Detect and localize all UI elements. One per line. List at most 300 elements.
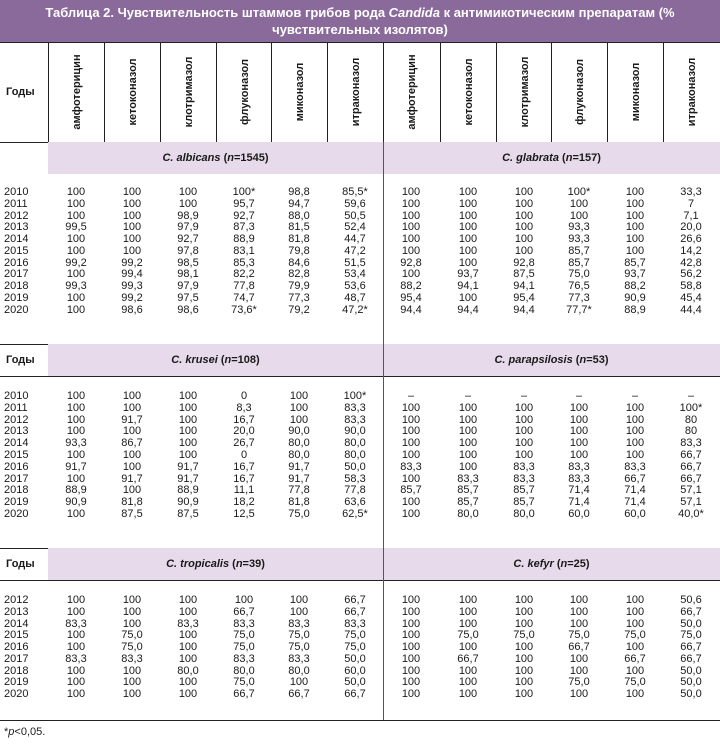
value-cell: 50,0	[680, 688, 702, 700]
value-cell: 83,3	[680, 437, 702, 450]
value-cell: 100	[289, 594, 309, 606]
value-cell: 86,7	[121, 437, 143, 450]
value-cell: 50,0	[344, 460, 366, 473]
value-cell: 75,0	[121, 641, 143, 653]
year-cell: 2013	[4, 425, 29, 438]
species-label-left: C. tropicalis (n=39)	[166, 558, 265, 570]
year-cell: 2010	[4, 390, 29, 402]
value-cell: 100	[401, 268, 421, 281]
value-cell: 80,0	[513, 508, 535, 520]
value-cell: 100	[625, 401, 645, 414]
year-cell: 2012	[4, 594, 29, 606]
value-cell: 16,7	[233, 472, 255, 485]
value-cell: 85,7	[457, 496, 479, 509]
value-cell: 100	[458, 460, 478, 473]
value-cell: 71,4	[624, 496, 646, 509]
value-cell: 83,3	[344, 413, 366, 426]
value-cell: 51,5	[344, 256, 366, 269]
value-cell: 100	[122, 401, 142, 414]
value-cell: 75,0	[121, 629, 143, 642]
value-cell: 82,8	[288, 268, 310, 281]
value-cell: 20,0	[233, 425, 255, 438]
value-cell: 100	[66, 605, 86, 618]
value-cell: 100	[625, 221, 645, 234]
value-cell: 100	[458, 437, 478, 450]
value-cell: 100	[401, 221, 421, 234]
value-cell: 100	[178, 594, 198, 606]
value-cell: 100	[66, 641, 86, 653]
value-cell: 100	[514, 652, 534, 665]
years-header: Годы	[6, 86, 35, 98]
value-cell: 100	[401, 617, 421, 630]
value-cell: 66,7	[680, 472, 702, 485]
value-cell: 97,5	[177, 291, 199, 304]
drug-label: итраконазол	[350, 57, 362, 127]
value-cell: 47,2*	[342, 303, 368, 316]
year-cell: 2015	[4, 244, 29, 257]
year-cell: 2020	[4, 303, 29, 316]
value-cell: –	[631, 390, 639, 402]
value-cell: 100	[514, 221, 534, 234]
value-cell: 93,3	[568, 233, 590, 245]
value-cell: 100	[122, 594, 142, 606]
value-cell: 90,0	[288, 425, 310, 438]
value-cell: 100	[458, 186, 478, 198]
value-cell: 66,7	[344, 605, 366, 618]
value-cell: 100	[625, 209, 645, 222]
value-cell: 100	[178, 605, 198, 618]
value-cell: 50,6	[680, 594, 702, 606]
value-cell: 80,0	[288, 449, 310, 461]
species-label-right: C. glabrata (n=157)	[502, 152, 601, 164]
value-cell: 45,4	[680, 291, 702, 304]
value-cell: 100	[458, 413, 478, 426]
year-cell: 2011	[4, 197, 28, 210]
value-cell: 82,2	[233, 268, 255, 281]
value-cell: 100	[66, 425, 86, 438]
drug-label: амфотерицин	[71, 54, 83, 130]
value-cell: –	[464, 390, 472, 402]
value-cell: 100	[514, 688, 534, 700]
value-cell: 91,7	[121, 413, 143, 426]
value-cell: 93,7	[457, 268, 479, 281]
value-cell: 100	[458, 617, 478, 630]
year-cell: 2012	[4, 413, 29, 426]
value-cell: 88,0	[288, 209, 310, 222]
value-cell: 58,8	[680, 280, 702, 292]
value-cell: 100	[625, 594, 645, 606]
value-cell: 100*	[343, 390, 367, 402]
value-cell: 94,4	[457, 303, 479, 316]
value-cell: 95,4	[513, 291, 535, 304]
value-cell: 98,8	[288, 186, 310, 198]
value-cell: 94,1	[457, 280, 479, 292]
value-cell: 0	[240, 390, 248, 402]
drug-label: амфотерицин	[406, 54, 418, 130]
value-cell: 100	[458, 641, 478, 653]
value-cell: 75,0	[233, 641, 255, 653]
value-cell: 50,0	[344, 652, 366, 665]
value-cell: 66,7	[457, 652, 479, 665]
value-cell: 100	[569, 425, 589, 438]
value-cell: 85,3	[233, 256, 255, 269]
value-cell: 100	[458, 244, 478, 257]
value-cell: 77,3	[288, 291, 310, 304]
value-cell: 100	[401, 472, 421, 485]
value-cell: 100	[514, 664, 534, 677]
value-cell: 100	[178, 390, 198, 402]
value-cell: 100	[178, 186, 198, 198]
value-cell: 83,3	[65, 652, 87, 665]
value-cell: 100	[625, 437, 645, 450]
value-cell: 44,4	[680, 303, 702, 316]
drug-column-header	[607, 42, 664, 142]
value-cell: 97,9	[177, 221, 199, 234]
value-cell: 100	[122, 390, 142, 402]
value-cell: 100	[514, 401, 534, 414]
value-cell: 100	[66, 472, 86, 485]
value-cell: 20,0	[680, 221, 702, 234]
value-cell: 100	[122, 233, 142, 245]
value-cell: 60,0	[344, 664, 366, 677]
drug-label: клотримазол	[519, 56, 531, 128]
drug-column-header	[104, 42, 161, 142]
value-cell: 98,1	[177, 268, 199, 281]
year-cell: 2011	[4, 401, 28, 414]
value-cell: 100	[122, 676, 142, 689]
drug-label: итраконазол	[686, 57, 698, 127]
value-cell: 71,4	[624, 484, 646, 497]
value-cell: 80	[684, 413, 698, 426]
value-cell: 100	[514, 233, 534, 245]
value-cell: 100	[569, 401, 589, 414]
species-label-right: C. parapsilosis (n=53)	[494, 354, 609, 366]
value-cell: 83,3	[288, 652, 310, 665]
value-cell: 100	[66, 209, 86, 222]
year-cell: 2016	[4, 256, 29, 269]
value-cell: 100	[401, 605, 421, 618]
value-cell: 60,0	[568, 508, 590, 520]
value-cell: 87,5	[121, 508, 143, 520]
value-cell: 100	[122, 484, 142, 497]
value-cell: 100	[122, 617, 142, 630]
value-cell: 81,8	[288, 496, 310, 509]
year-cell: 2019	[4, 496, 29, 509]
value-cell: 66,7	[680, 605, 702, 618]
value-cell: 83,3	[121, 652, 143, 665]
value-cell: 83,3	[233, 652, 255, 665]
value-cell: 100	[514, 244, 534, 257]
value-cell: 100	[401, 652, 421, 665]
value-cell: 100	[178, 425, 198, 438]
value-cell: 85,7	[513, 496, 535, 509]
value-cell: 52,4	[344, 221, 366, 234]
value-cell: 83,3	[233, 617, 255, 630]
value-cell: 91,7	[177, 472, 199, 485]
value-cell: 100	[569, 197, 589, 210]
value-cell: 100	[401, 437, 421, 450]
value-cell: 80,0	[288, 664, 310, 677]
footnote: *p<0,05.	[4, 726, 46, 738]
year-cell: 2019	[4, 291, 29, 304]
value-cell: 97,9	[177, 280, 199, 292]
value-cell: 97,8	[177, 244, 199, 257]
species-band	[48, 142, 720, 174]
value-cell: 100	[289, 676, 309, 689]
value-cell: 26,6	[680, 233, 702, 245]
value-cell: 100	[66, 676, 86, 689]
value-cell: 66,7	[624, 652, 646, 665]
value-cell: 100	[401, 413, 421, 426]
value-cell: 83,3	[624, 460, 646, 473]
value-cell: 100	[178, 641, 198, 653]
value-cell: 80,0	[344, 449, 366, 461]
value-cell: 100	[458, 449, 478, 461]
drug-label: флуконазол	[574, 59, 586, 125]
value-cell: 100	[66, 197, 86, 210]
value-cell: 100	[569, 688, 589, 700]
value-cell: 100	[625, 641, 645, 653]
value-cell: 83,3	[457, 472, 479, 485]
year-cell: 2010	[4, 186, 29, 198]
value-cell: 100	[122, 688, 142, 700]
value-cell: 16,7	[233, 413, 255, 426]
value-cell: 100	[234, 594, 254, 606]
value-cell: 83,3	[400, 460, 422, 473]
value-cell: 100	[122, 449, 142, 461]
value-cell: 100	[401, 197, 421, 210]
value-cell: 100	[458, 233, 478, 245]
value-cell: 83,3	[65, 617, 87, 630]
value-cell: 80,0	[288, 437, 310, 450]
value-cell: 100	[66, 291, 86, 304]
value-cell: 100	[122, 197, 142, 210]
value-cell: 77,7*	[566, 303, 592, 316]
value-cell: 73,6*	[231, 303, 257, 316]
value-cell: 75,0	[457, 629, 479, 642]
year-cell: 2012	[4, 209, 29, 222]
value-cell: 33,3	[680, 186, 702, 198]
drug-label: кетоконазол	[463, 58, 475, 126]
value-cell: 75,0	[233, 676, 255, 689]
value-cell: 81,8	[121, 496, 143, 509]
value-cell: 100	[401, 641, 421, 653]
value-cell: 83,3	[568, 460, 590, 473]
value-cell: 83,3	[177, 617, 199, 630]
value-cell: 100	[625, 617, 645, 630]
value-cell: 90,9	[65, 496, 87, 509]
value-cell: 83,3	[344, 617, 366, 630]
value-cell: 100	[458, 425, 478, 438]
value-cell: 100*	[567, 186, 591, 198]
species-band	[48, 548, 720, 580]
value-cell: 75,0	[624, 676, 646, 689]
value-cell: 50,0	[344, 676, 366, 689]
value-cell: 100	[289, 401, 309, 414]
value-cell: 100*	[232, 186, 256, 198]
value-cell: 99,2	[121, 291, 143, 304]
value-cell: 88,2	[400, 280, 422, 292]
value-cell: 100	[122, 664, 142, 677]
value-cell: 100	[625, 233, 645, 245]
value-cell: 99,3	[121, 280, 143, 292]
value-cell: 57,1	[680, 496, 702, 509]
value-cell: 99,3	[65, 280, 87, 292]
value-cell: 100	[458, 221, 478, 234]
value-cell: 100	[625, 605, 645, 618]
value-cell: 75,0	[568, 629, 590, 642]
value-cell: 11,1	[233, 484, 255, 497]
value-cell: 100	[178, 688, 198, 700]
drug-label: миконазол	[294, 62, 306, 122]
value-cell: 95,7	[233, 197, 255, 210]
value-cell: 100	[514, 209, 534, 222]
year-cell: 2018	[4, 484, 29, 497]
year-cell: 2013	[4, 221, 29, 234]
value-cell: 85,5*	[342, 186, 368, 198]
table-rule	[0, 376, 720, 377]
value-cell: 91,7	[121, 472, 143, 485]
value-cell: 75,0	[344, 629, 366, 642]
value-cell: 100	[569, 209, 589, 222]
value-cell: 88,9	[233, 233, 255, 245]
value-cell: 100	[458, 664, 478, 677]
value-cell: 98,9	[177, 209, 199, 222]
value-cell: 100	[66, 413, 86, 426]
value-cell: 100	[569, 413, 589, 426]
value-cell: 100	[514, 197, 534, 210]
value-cell: 100	[401, 244, 421, 257]
value-cell: 100	[514, 449, 534, 461]
value-cell: 83,1	[233, 244, 255, 257]
value-cell: 58,3	[344, 472, 366, 485]
value-cell: 48,7	[344, 291, 366, 304]
value-cell: 100	[122, 605, 142, 618]
value-cell: 77,3	[568, 291, 590, 304]
value-cell: 100	[625, 664, 645, 677]
value-cell: 87,5	[513, 268, 535, 281]
value-cell: 100	[122, 186, 142, 198]
value-cell: 100	[401, 401, 421, 414]
value-cell: 100	[122, 460, 142, 473]
value-cell: 93,3	[65, 437, 87, 450]
value-cell: 66,7	[233, 605, 255, 618]
value-cell: 99,5	[65, 221, 87, 234]
value-cell: 100	[569, 617, 589, 630]
years-header: Годы	[6, 558, 35, 570]
table-title	[0, 0, 720, 42]
value-cell: 40,0*	[678, 508, 704, 520]
value-cell: –	[575, 390, 583, 402]
value-cell: 50,5	[344, 209, 366, 222]
value-cell: 100	[625, 244, 645, 257]
value-cell: 100	[625, 449, 645, 461]
value-cell: 100	[401, 676, 421, 689]
value-cell: 99,2	[121, 256, 143, 269]
years-header: Годы	[6, 354, 35, 366]
value-cell: 63,6	[344, 496, 366, 509]
value-cell: 91,7	[288, 472, 310, 485]
value-cell: 50,0	[680, 617, 702, 630]
value-cell: 75,0	[233, 629, 255, 642]
value-cell: 100	[514, 605, 534, 618]
species-label-left: C. albicans (n=1545)	[162, 152, 269, 164]
value-cell: 93,3	[568, 221, 590, 234]
value-cell: 75,0	[288, 641, 310, 653]
value-cell: 59,6	[344, 197, 366, 210]
value-cell: 100	[569, 449, 589, 461]
value-cell: 92,8	[513, 256, 535, 269]
value-cell: 100	[569, 664, 589, 677]
drug-label: миконазол	[630, 62, 642, 122]
value-cell: 98,6	[121, 303, 143, 316]
value-cell: 100	[66, 664, 86, 677]
value-cell: 91,7	[65, 460, 87, 473]
value-cell: 100	[178, 652, 198, 665]
value-cell: 53,4	[344, 268, 366, 281]
year-cell: 2014	[4, 233, 29, 245]
value-cell: 50,0	[680, 664, 702, 677]
species-label-right: C. kefyr (n=25)	[513, 558, 590, 570]
value-cell: 100	[514, 641, 534, 653]
value-cell: 100	[66, 449, 86, 461]
value-cell: 83,3	[568, 472, 590, 485]
value-cell: 80,0	[457, 508, 479, 520]
value-cell: 80	[684, 425, 698, 438]
drug-column-header	[327, 42, 384, 142]
drug-column-header	[160, 42, 217, 142]
value-cell: 75,0	[680, 629, 702, 642]
value-cell: 100	[178, 401, 198, 414]
table-rule	[0, 720, 720, 721]
drug-label: кетоконазол	[127, 58, 139, 126]
value-cell: 42,8	[680, 256, 702, 269]
value-cell: 100	[66, 186, 86, 198]
drug-column-header	[440, 42, 497, 142]
value-cell: 0	[240, 449, 248, 461]
year-cell: 2015	[4, 629, 29, 642]
value-cell: 100	[401, 233, 421, 245]
value-cell: 94,4	[513, 303, 535, 316]
value-cell: 100	[289, 605, 309, 618]
value-cell: 81,5	[288, 221, 310, 234]
value-cell: 8,3	[236, 401, 252, 414]
value-cell: 88,9	[177, 484, 199, 497]
value-cell: 100	[625, 413, 645, 426]
value-cell: 95,4	[400, 291, 422, 304]
value-cell: 79,8	[288, 244, 310, 257]
value-cell: 83,3	[288, 617, 310, 630]
value-cell: 100	[458, 605, 478, 618]
value-cell: 62,5*	[342, 508, 368, 520]
value-cell: 79,2	[288, 303, 310, 316]
value-cell: 80,0	[233, 664, 255, 677]
value-cell: 83,3	[344, 401, 366, 414]
value-cell: 44,7	[344, 233, 366, 245]
value-cell: 66,7	[624, 472, 646, 485]
value-cell: 100	[514, 413, 534, 426]
value-cell: 81,8	[288, 233, 310, 245]
value-cell: 100	[458, 594, 478, 606]
value-cell: 100	[458, 256, 478, 269]
value-cell: 100	[178, 676, 198, 689]
value-cell: 100	[401, 594, 421, 606]
title-suffix: к антимикотическим препаратам (% чувствительных изолятов)	[272, 5, 675, 37]
drug-label: клотримазол	[183, 56, 195, 128]
value-cell: 57,1	[680, 484, 702, 497]
value-cell: 66,7	[344, 688, 366, 700]
value-cell: 100	[625, 197, 645, 210]
